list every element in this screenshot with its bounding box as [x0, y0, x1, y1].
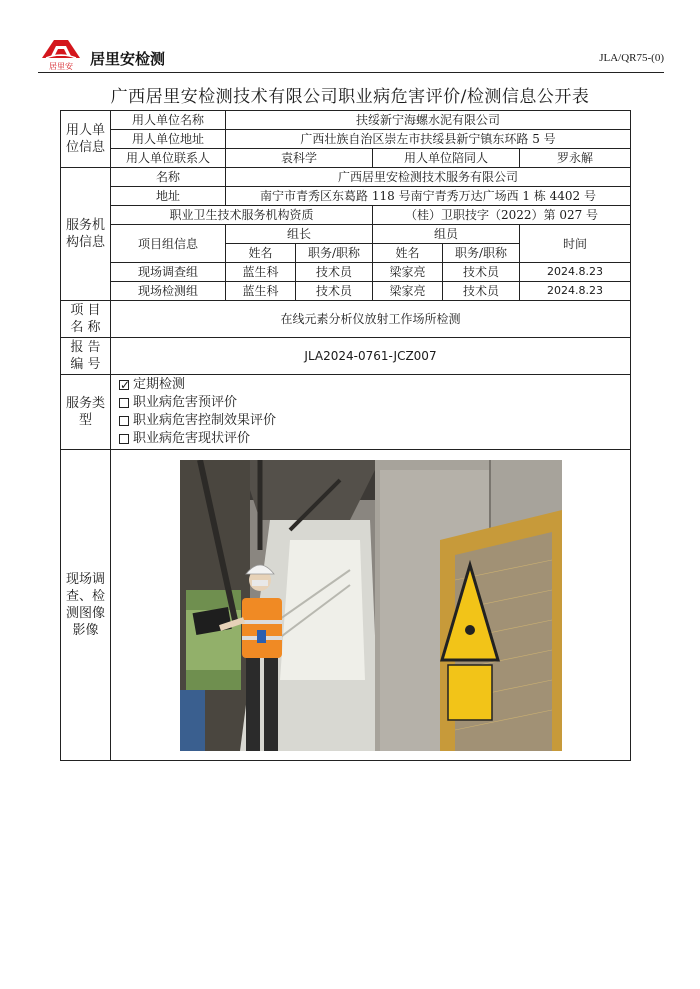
- photo-label: 现场调查、检测图像影像: [61, 450, 111, 761]
- option-pre-evaluation: 职业病危害预评价: [119, 394, 628, 412]
- checkbox-icon: [119, 416, 129, 426]
- header-divider: [38, 72, 664, 73]
- site-photo: [180, 460, 562, 751]
- leader-header: 组长: [226, 225, 373, 244]
- employer-contact-value: 袁科学: [226, 149, 373, 168]
- service-section-label: 服务机构信息: [61, 168, 111, 301]
- project-label: 项 目 名 称: [61, 301, 111, 338]
- member-title: 技术员: [443, 263, 520, 282]
- member-name: 梁家亮: [373, 263, 443, 282]
- member-name-header: 姓名: [373, 244, 443, 263]
- info-table: [60, 110, 631, 761]
- employer-escort-label: 用人单位陪同人: [373, 149, 520, 168]
- brand-name: 居里安检测: [90, 50, 166, 68]
- service-name-label: 名称: [111, 168, 226, 187]
- option-control-evaluation: 职业病危害控制效果评价: [119, 412, 628, 430]
- project-value: 在线元素分析仪放射工作场所检测: [111, 301, 631, 338]
- leader-name-header: 姓名: [226, 244, 296, 263]
- option-periodic: ✓ 定期检测: [119, 376, 628, 394]
- service-name-value: 广西居里安检测技术服务有限公司: [226, 168, 631, 187]
- employer-escort-value: 罗永解: [520, 149, 631, 168]
- service-type-options: [111, 375, 631, 450]
- service-address-label: 地址: [111, 187, 226, 206]
- service-address-value: 南宁市青秀区东葛路 118 号南宁青秀万达广场西 1 栋 4402 号: [226, 187, 631, 206]
- table-row: [61, 263, 631, 282]
- checkbox-checked-icon: [119, 380, 129, 390]
- employer-section-label: 用人单位信息: [61, 111, 111, 168]
- member-header: 组员: [373, 225, 520, 244]
- employer-contact-label: 用人单位联系人: [111, 149, 226, 168]
- employer-name-label: 用人单位名称: [111, 111, 226, 130]
- time-header: 时间: [520, 225, 631, 263]
- member-title-header: 职务/职称: [443, 244, 520, 263]
- report-number: JLA2024-0761-JCZ007: [111, 338, 631, 375]
- group-time: 2024.8.23: [520, 263, 631, 282]
- option-status-evaluation: 职业病危害现状评价: [119, 430, 628, 448]
- employer-address-label: 用人单位地址: [111, 130, 226, 149]
- company-logo: [38, 38, 84, 72]
- group-time: 2024.8.23: [520, 282, 631, 301]
- leader-name: 蓝生科: [226, 282, 296, 301]
- member-name: 梁家亮: [373, 282, 443, 301]
- svg-text:居里安: 居里安: [49, 62, 73, 71]
- team-info-label: 项目组信息: [111, 225, 226, 263]
- checkbox-icon: [119, 434, 129, 444]
- member-title: 技术员: [443, 282, 520, 301]
- page-header: [38, 38, 664, 72]
- leader-name: 蓝生科: [226, 263, 296, 282]
- employer-address-value: 广西壮族自治区崇左市扶绥县新宁镇东环路 5 号: [226, 130, 631, 149]
- table-row: [61, 282, 631, 301]
- service-qualification-value: （桂）卫职技字（2022）第 027 号: [373, 206, 631, 225]
- leader-title: 技术员: [296, 282, 373, 301]
- service-type-label: 服务类型: [61, 375, 111, 450]
- service-qualification-label: 职业卫生技术服务机构资质: [111, 206, 373, 225]
- document-number: JLA/QR75-(0): [599, 52, 664, 64]
- leader-title-header: 职务/职称: [296, 244, 373, 263]
- group-name: 现场调查组: [111, 263, 226, 282]
- report-label: 报 告 编 号: [61, 338, 111, 375]
- employer-name-value: 扶绥新宁海螺水泥有限公司: [226, 111, 631, 130]
- group-name: 现场检测组: [111, 282, 226, 301]
- page-title: 广西居里安检测技术有限公司职业病危害评价/检测信息公开表: [110, 87, 590, 107]
- checkbox-icon: [119, 398, 129, 408]
- leader-title: 技术员: [296, 263, 373, 282]
- photo-cell: [111, 450, 631, 761]
